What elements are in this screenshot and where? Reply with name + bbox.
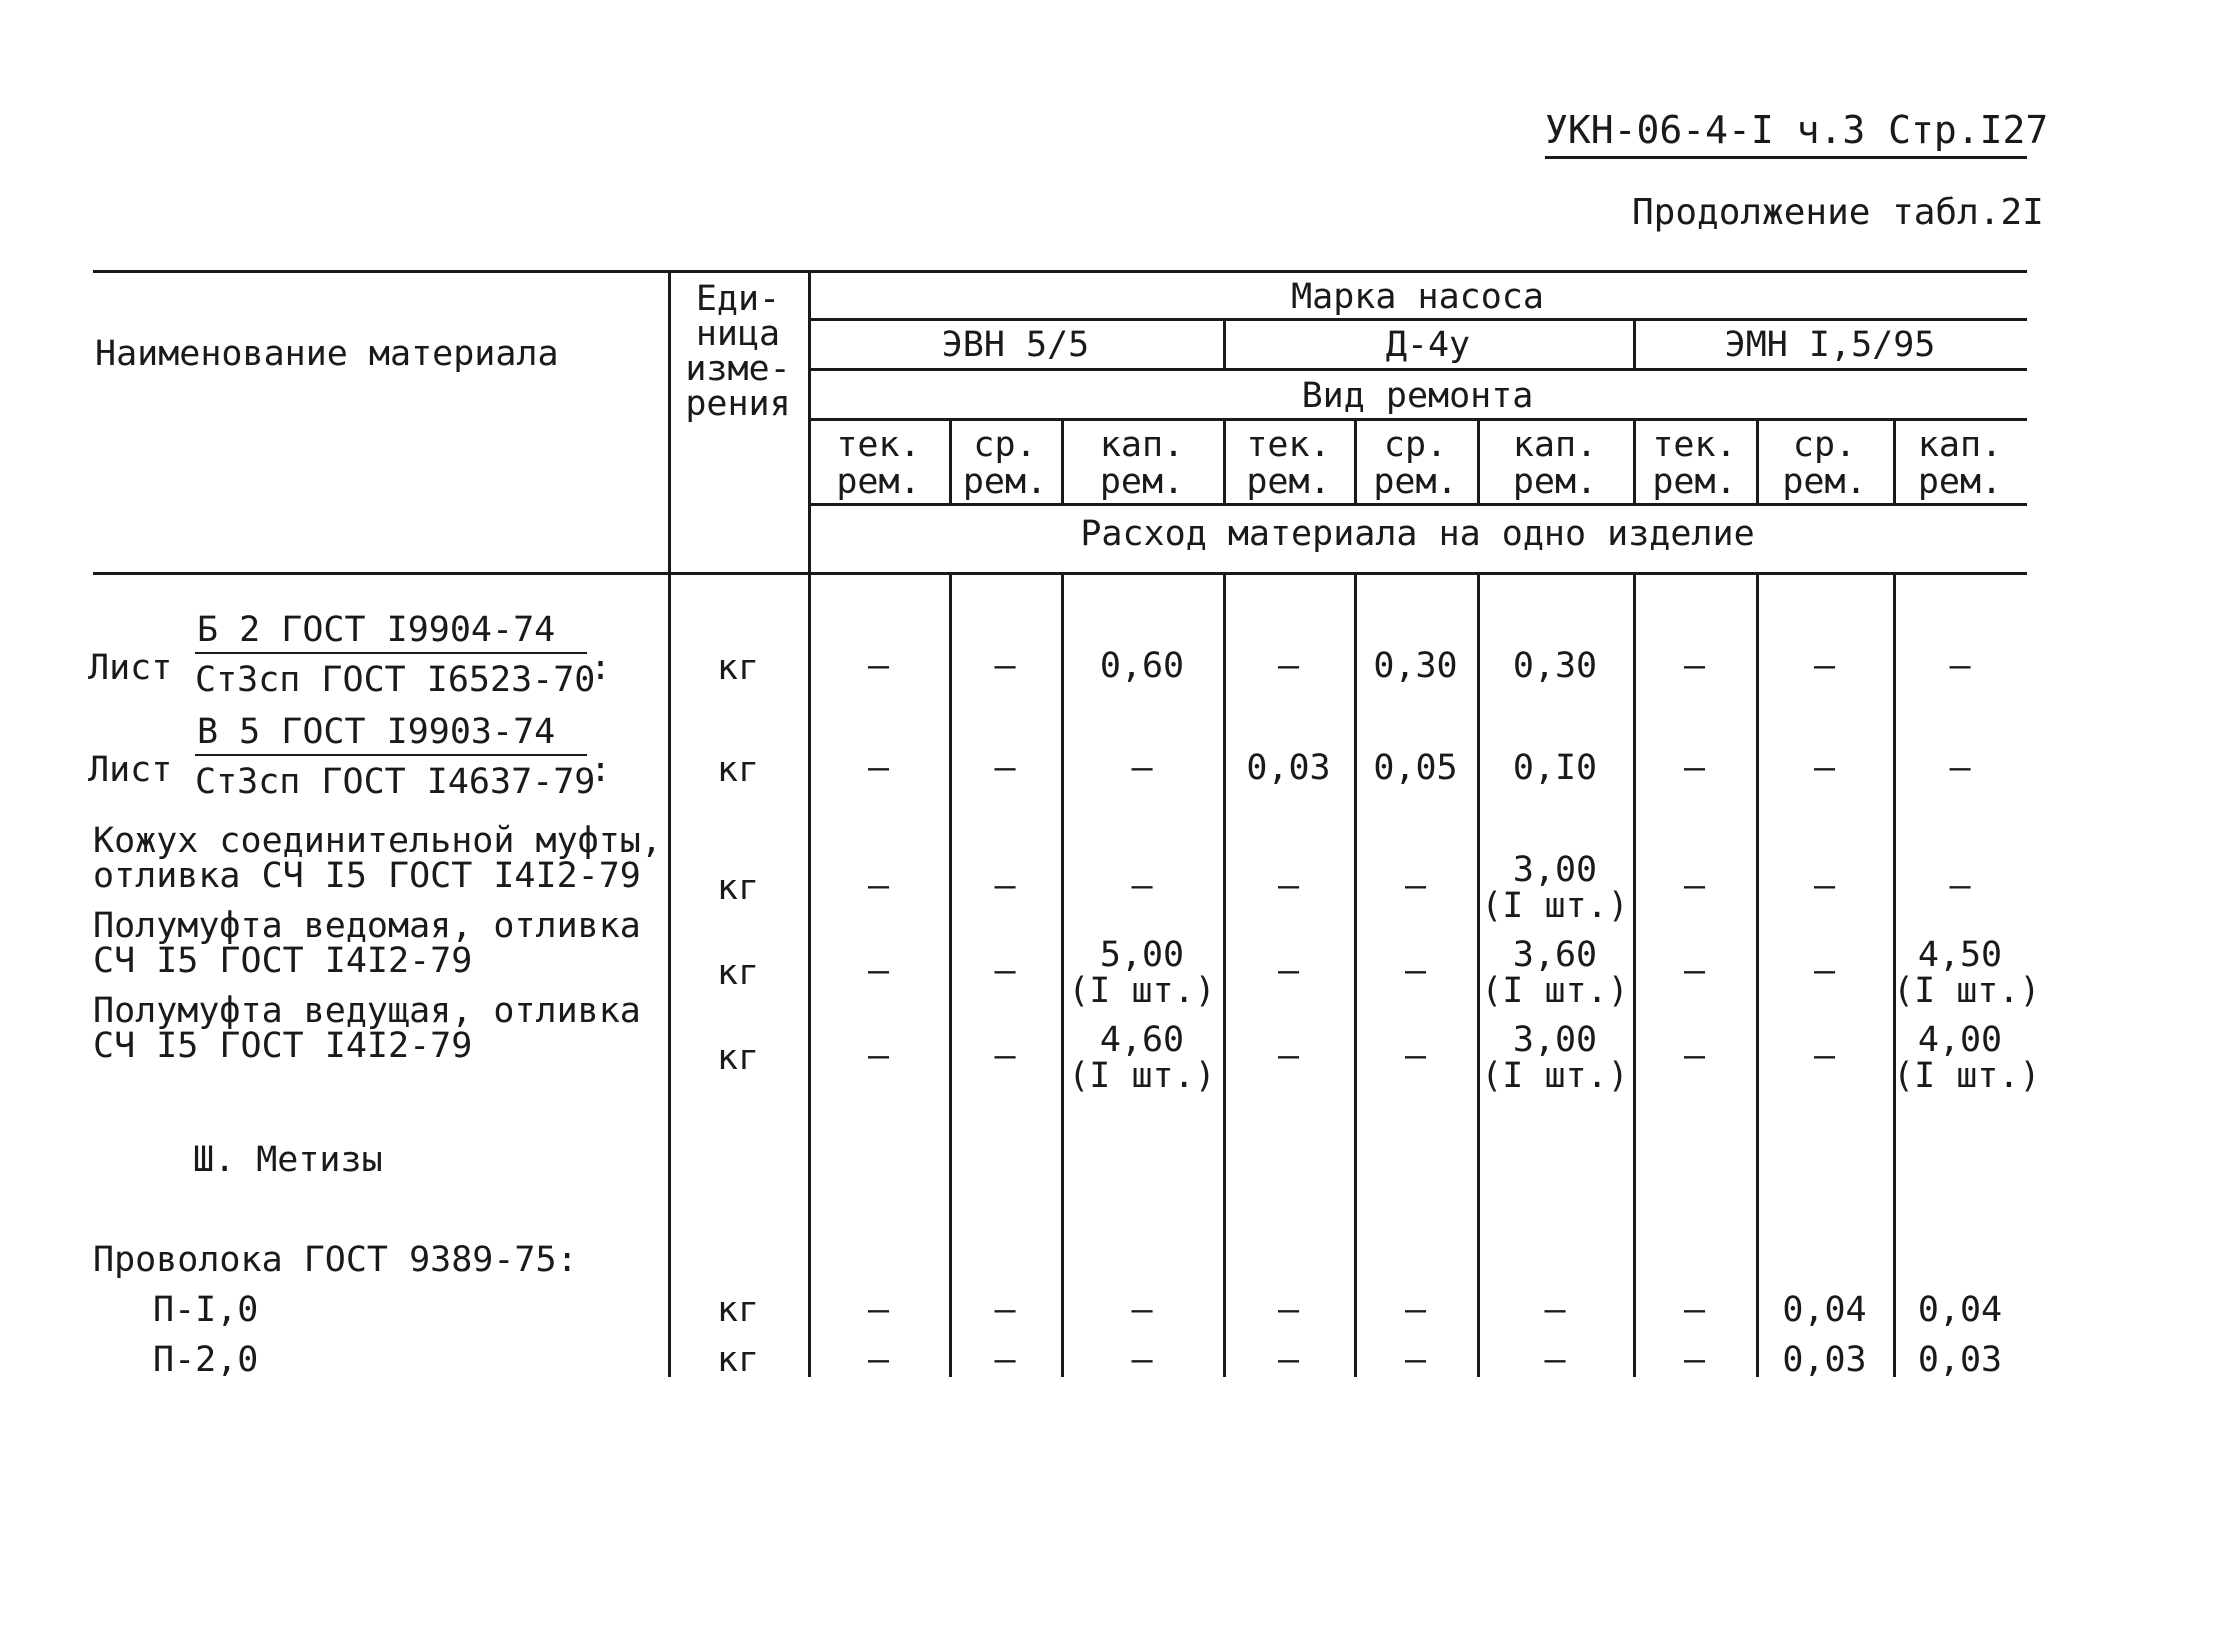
header-repair-line2: рем. (1099, 462, 1185, 502)
row-value: – (994, 866, 1016, 906)
row-value: – (1813, 951, 1836, 991)
rule-unit-left (668, 272, 671, 1377)
row-colon: : (590, 750, 612, 790)
wire-row-value: – (1131, 1290, 1153, 1330)
header-repair-line2: рем. (836, 462, 921, 502)
wire-row-value: 0,04 (1782, 1290, 1867, 1330)
row-value: – (1949, 646, 1971, 686)
row-value: – (1277, 951, 1300, 991)
header-repair-line1: кап. (1917, 425, 2003, 465)
row-value: – (1683, 866, 1706, 906)
row-value-qty: (I шт.) (1481, 886, 1629, 926)
row-value: 4,00 (1917, 1020, 2003, 1060)
row-value-qty: (I шт.) (1481, 971, 1629, 1011)
row-value: – (867, 748, 890, 788)
wire-row-value: – (867, 1340, 890, 1380)
row-value: – (867, 951, 890, 991)
row-name-line: Полумуфта ведомая, отливка (93, 906, 641, 946)
wire-title: Проволока ГОСТ 9389-75: (93, 1240, 578, 1280)
header-repair-line2: рем. (1782, 462, 1867, 502)
row-value: – (1813, 1036, 1836, 1076)
row-value: 4,50 (1917, 935, 2003, 975)
row-value: – (867, 1036, 890, 1076)
row-colon: : (590, 648, 612, 688)
rule-repairs (808, 503, 2027, 506)
row-value: 4,60 (1099, 1020, 1185, 1060)
row-value: – (1277, 1036, 1300, 1076)
row-value: 3,00 (1512, 1020, 1598, 1060)
row-unit: кг (716, 1038, 760, 1078)
row-value: – (1683, 646, 1706, 686)
header-repair-line1: тек. (1652, 425, 1737, 465)
row-value-qty: (I шт.) (1893, 1056, 2041, 1096)
header-repair-line1: ср. (1792, 425, 1857, 465)
row-value: – (1404, 1036, 1427, 1076)
wire-row-value: 0,03 (1782, 1340, 1867, 1380)
row-value: – (1949, 866, 1971, 906)
header-unit-line: Еди- (695, 279, 781, 319)
header-repair-line1: кап. (1099, 425, 1185, 465)
wire-row-unit: кг (716, 1290, 760, 1330)
header-repair-line2: рем. (1246, 462, 1331, 502)
wire-row-value: – (1277, 1290, 1300, 1330)
wire-row-value: – (1404, 1340, 1427, 1380)
wire-row-value: – (1544, 1340, 1566, 1380)
wire-row-value: – (867, 1290, 890, 1330)
row-value-qty: (I шт.) (1068, 1056, 1216, 1096)
row-value: 5,00 (1099, 935, 1185, 975)
row-value: – (994, 1036, 1016, 1076)
row-value: 3,60 (1512, 935, 1598, 975)
row-value: – (994, 951, 1016, 991)
header-repair-line1: тек. (836, 425, 921, 465)
header-pump-2: Д-4у (1385, 325, 1471, 365)
wire-row-value: 0,03 (1917, 1340, 2003, 1380)
row-value: – (1131, 748, 1153, 788)
row-unit: кг (716, 648, 760, 688)
header-consumption: Расход материала на одно изделие (1080, 514, 1755, 554)
row-name-line: отливка СЧ I5 ГОСТ I4I2-79 (93, 856, 641, 896)
row-value: – (1813, 748, 1836, 788)
row-value: – (1683, 1036, 1706, 1076)
section-title: Ш. Метизы (193, 1140, 383, 1180)
row-value: – (1277, 866, 1300, 906)
wire-row-value: – (994, 1290, 1016, 1330)
row-value: 0,I0 (1512, 748, 1598, 788)
row-name-line: СЧ I5 ГОСТ I4I2-79 (93, 1026, 473, 1066)
fraction-bar (195, 652, 587, 654)
header-repair-line1: тек. (1246, 425, 1331, 465)
row-value-qty: (I шт.) (1481, 1056, 1629, 1096)
row-fraction-numerator: В 5 ГОСТ I9903-74 (197, 712, 556, 752)
row-value: – (1949, 748, 1971, 788)
wire-row-name: П-2,0 (153, 1340, 259, 1380)
header-repair-type: Вид ремонта (1301, 376, 1534, 416)
wire-row-value: – (1544, 1290, 1566, 1330)
row-value: 0,05 (1373, 748, 1458, 788)
row-fraction-denominator: Ст3сп ГОСТ I6523-70 (195, 660, 596, 700)
row-value-qty: (I шт.) (1893, 971, 2041, 1011)
row-value: – (1131, 866, 1153, 906)
row-unit: кг (716, 868, 760, 908)
row-unit: кг (716, 750, 760, 790)
row-value: 3,00 (1512, 850, 1598, 890)
header-repair-line1: кап. (1512, 425, 1598, 465)
header-unit-line: рения (685, 384, 791, 424)
row-value-qty: (I шт.) (1068, 971, 1216, 1011)
row-name-line: Кожух соединительной муфты, (93, 821, 662, 861)
header-material: Наименование материала (95, 334, 559, 374)
row-value: – (1683, 951, 1706, 991)
wire-row-value: – (1131, 1340, 1153, 1380)
row-name: Лист (88, 750, 173, 790)
document-code: УКН-06-4-I ч.3 Стр.I27 (1545, 108, 2049, 152)
header-repair-line1: ср. (1383, 425, 1448, 465)
row-value: – (994, 646, 1016, 686)
row-value: 0,30 (1512, 646, 1598, 686)
header-pump-3: ЭМН I,5/95 (1724, 325, 1936, 365)
row-value: – (867, 866, 890, 906)
row-value: 0,03 (1246, 748, 1331, 788)
wire-row-unit: кг (716, 1340, 760, 1380)
rule-header-bottom (93, 572, 2027, 575)
row-fraction-denominator: Ст3сп ГОСТ I4637-79 (195, 762, 596, 802)
header-repair-line2: рем. (1512, 462, 1598, 502)
row-name-line: Полумуфта ведущая, отливка (93, 991, 641, 1031)
header-repair-line2: рем. (962, 462, 1048, 502)
header-underline (1545, 156, 2027, 159)
header-repair-line1: ср. (973, 425, 1037, 465)
row-value: – (1404, 951, 1427, 991)
rule-pumps (808, 368, 2027, 371)
wire-row-value: – (1277, 1340, 1300, 1380)
table-continuation-label: Продолжение табл.2I (1632, 192, 2044, 233)
wire-row-value: – (1683, 1290, 1706, 1330)
wire-row-value: – (1404, 1290, 1427, 1330)
row-value: – (994, 748, 1016, 788)
header-unit-line: изме- (685, 349, 791, 389)
rule-top (93, 270, 2027, 273)
wire-row-value: – (1683, 1340, 1706, 1380)
row-unit: кг (716, 953, 760, 993)
fraction-bar (195, 754, 587, 756)
header-repair-line2: рем. (1373, 462, 1458, 502)
wire-row-name: П-I,0 (153, 1290, 259, 1330)
row-value: – (1683, 748, 1706, 788)
row-value: 0,60 (1099, 646, 1185, 686)
header-pump-brand: Марка насоса (1291, 277, 1544, 317)
header-repair-line2: рем. (1652, 462, 1737, 502)
header-repair-line2: рем. (1917, 462, 2003, 502)
rule-brand (808, 318, 2027, 321)
row-value: – (1813, 866, 1836, 906)
wire-row-value: 0,04 (1917, 1290, 2003, 1330)
rule-repairtype (808, 418, 2027, 421)
wire-row-value: – (994, 1340, 1016, 1380)
row-name: Лист (88, 648, 173, 688)
header-unit-line: ница (695, 314, 781, 354)
row-value: – (1277, 646, 1300, 686)
row-value: 0,30 (1373, 646, 1458, 686)
row-value: – (1404, 866, 1427, 906)
row-value: – (867, 646, 890, 686)
row-fraction-numerator: Б 2 ГОСТ I9904-74 (197, 610, 556, 650)
header-pump-1: ЭВН 5/5 (941, 325, 1090, 365)
row-name-line: СЧ I5 ГОСТ I4I2-79 (93, 941, 473, 981)
row-value: – (1813, 646, 1836, 686)
